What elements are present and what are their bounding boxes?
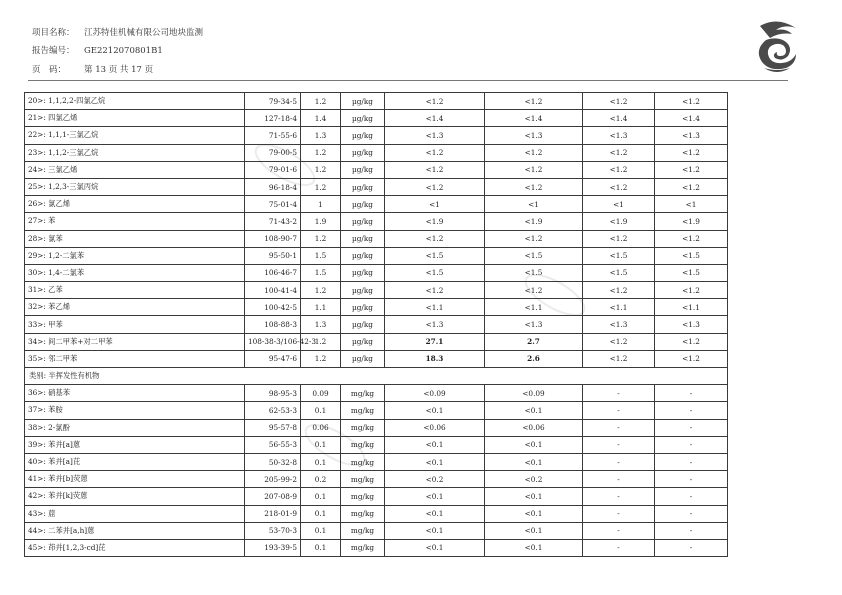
analyte-name-cell: 33>: 甲苯 (25, 316, 245, 333)
analyte-name-cell: 26>: 氯乙烯 (25, 196, 245, 213)
analyte-name-cell: 39>: 苯并[a]蒽 (25, 436, 245, 453)
sample-2-result-cell: <1.1 (485, 299, 583, 316)
sample-2-result-cell: <0.1 (485, 402, 583, 419)
cas-number-cell: 100-41-4 (245, 282, 301, 299)
sample-1-result-cell: 27.1 (385, 333, 485, 350)
unit-cell: µg/kg (341, 178, 385, 195)
sample-4-result-cell: <1.1 (655, 299, 728, 316)
sample-3-result-cell: <1.2 (583, 282, 655, 299)
sample-2-result-cell: <0.06 (485, 419, 583, 436)
table-row (25, 110, 728, 127)
sample-3-result-cell: <1.2 (583, 161, 655, 178)
cas-number-cell: 100-42-5 (245, 299, 301, 316)
sample-3-result-cell: <1.2 (583, 350, 655, 367)
page-number-row (32, 63, 153, 75)
analyte-name-cell: 41>: 苯并[b]荧蒽 (25, 471, 245, 488)
sample-4-result-cell: <1.2 (655, 161, 728, 178)
table-row (25, 522, 728, 539)
sample-1-result-cell: <1.3 (385, 316, 485, 333)
cas-number-cell: 108-88-3 (245, 316, 301, 333)
sample-4-result-cell: - (655, 471, 728, 488)
analyte-name-cell: 32>: 苯乙烯 (25, 299, 245, 316)
cas-number-cell: 193-39-5 (245, 539, 301, 556)
cas-number-cell: 79-34-5 (245, 93, 301, 110)
sample-1-result-cell: <0.09 (385, 385, 485, 402)
sample-1-result-cell: <0.1 (385, 505, 485, 522)
unit-cell: µg/kg (341, 110, 385, 127)
table-row (25, 299, 728, 316)
category-label: 类别: 半挥发性有机物 (25, 368, 728, 385)
sample-3-result-cell: - (583, 522, 655, 539)
sample-1-result-cell: <0.1 (385, 402, 485, 419)
unit-cell: mg/kg (341, 522, 385, 539)
table-row (25, 316, 728, 333)
table-row (25, 230, 728, 247)
sample-2-result-cell: <1.2 (485, 282, 583, 299)
detection-limit-cell: 1.2 (301, 230, 341, 247)
cas-number-cell: 62-53-3 (245, 402, 301, 419)
sample-1-result-cell: <1.1 (385, 299, 485, 316)
sample-1-result-cell: <0.06 (385, 419, 485, 436)
sample-3-result-cell: - (583, 505, 655, 522)
analyte-name-cell: 36>: 硝基苯 (25, 385, 245, 402)
sample-4-result-cell: - (655, 402, 728, 419)
cas-number-cell: 71-55-6 (245, 127, 301, 144)
analyte-name-cell: 27>: 苯 (25, 213, 245, 230)
unit-cell: µg/kg (341, 316, 385, 333)
cas-number-cell: 207-08-9 (245, 488, 301, 505)
sample-1-result-cell: 18.3 (385, 350, 485, 367)
sample-3-result-cell: - (583, 453, 655, 470)
sample-1-result-cell: <0.2 (385, 471, 485, 488)
detection-limit-cell: 0.1 (301, 488, 341, 505)
cas-number-cell: 108-90-7 (245, 230, 301, 247)
sample-3-result-cell: <1.4 (583, 110, 655, 127)
sample-2-result-cell: <0.1 (485, 539, 583, 556)
table-row (25, 144, 728, 161)
detection-limit-cell: 1.3 (301, 316, 341, 333)
header-divider (28, 80, 788, 81)
sample-1-result-cell: <1.2 (385, 178, 485, 195)
unit-cell: µg/kg (341, 161, 385, 178)
detection-limit-cell: 1.2 (301, 93, 341, 110)
sample-3-result-cell: <1.5 (583, 247, 655, 264)
detection-limit-cell: 1.4 (301, 110, 341, 127)
sample-1-result-cell: <0.1 (385, 522, 485, 539)
sample-4-result-cell: <1.2 (655, 333, 728, 350)
table-row (25, 385, 728, 402)
cas-number-cell: 53-70-3 (245, 522, 301, 539)
sample-1-result-cell: <1.2 (385, 282, 485, 299)
sample-3-result-cell: <1.2 (583, 178, 655, 195)
sample-3-result-cell: <1.2 (583, 93, 655, 110)
project-name-value: 江苏特佳机械有限公司地块监测 (84, 28, 204, 38)
unit-cell: µg/kg (341, 350, 385, 367)
detection-limit-cell: 1.2 (301, 144, 341, 161)
detection-limit-cell: 1.2 (301, 350, 341, 367)
detection-limit-cell: 0.06 (301, 419, 341, 436)
sample-4-result-cell: <1.2 (655, 178, 728, 195)
sample-2-result-cell: <1.2 (485, 230, 583, 247)
table-row (25, 161, 728, 178)
detection-limit-cell: 1.2 (301, 178, 341, 195)
sample-1-result-cell: <1.5 (385, 264, 485, 281)
detection-limit-cell: 0.2 (301, 471, 341, 488)
unit-cell: mg/kg (341, 436, 385, 453)
unit-cell: mg/kg (341, 453, 385, 470)
detection-limit-cell: 1.2 (301, 333, 341, 350)
table-row (25, 436, 728, 453)
sample-4-result-cell: <1.5 (655, 247, 728, 264)
project-name-row (32, 26, 203, 38)
sample-1-result-cell: <1.2 (385, 161, 485, 178)
unit-cell: µg/kg (341, 299, 385, 316)
sample-4-result-cell: - (655, 488, 728, 505)
analyte-name-cell: 44>: 二苯并[a,h]蒽 (25, 522, 245, 539)
table-row (25, 488, 728, 505)
sample-4-result-cell: <1.3 (655, 316, 728, 333)
table-row (25, 419, 728, 436)
unit-cell: µg/kg (341, 127, 385, 144)
table-row (25, 333, 728, 350)
test-results-table (24, 92, 728, 557)
sample-2-result-cell: <1.3 (485, 127, 583, 144)
sample-1-result-cell: <0.1 (385, 436, 485, 453)
sample-2-result-cell: <1.5 (485, 247, 583, 264)
table-row (25, 93, 728, 110)
unit-cell: mg/kg (341, 385, 385, 402)
sample-3-result-cell: - (583, 419, 655, 436)
cas-number-cell: 127-18-4 (245, 110, 301, 127)
analyte-name-cell: 29>: 1,2-二氯苯 (25, 247, 245, 264)
detection-limit-cell: 1.5 (301, 264, 341, 281)
sample-3-result-cell: <1.1 (583, 299, 655, 316)
analyte-name-cell: 23>: 1,1,2-三氯乙烷 (25, 144, 245, 161)
report-number-label: 报告编号： (32, 46, 75, 56)
analyte-name-cell: 40>: 苯并[a]芘 (25, 453, 245, 470)
sample-3-result-cell: <1.5 (583, 264, 655, 281)
cas-number-cell: 205-99-2 (245, 471, 301, 488)
cas-number-cell: 56-55-3 (245, 436, 301, 453)
unit-cell: mg/kg (341, 419, 385, 436)
detection-limit-cell: 0.1 (301, 402, 341, 419)
detection-limit-cell: 1.9 (301, 213, 341, 230)
sample-4-result-cell: <1.2 (655, 93, 728, 110)
sample-1-result-cell: <1.5 (385, 247, 485, 264)
sample-1-result-cell: <0.1 (385, 453, 485, 470)
analyte-name-cell: 35>: 邻二甲苯 (25, 350, 245, 367)
cas-number-cell: 95-47-6 (245, 350, 301, 367)
cas-number-cell: 106-46-7 (245, 264, 301, 281)
category-row (25, 368, 728, 385)
cas-number-cell: 98-95-3 (245, 385, 301, 402)
sample-4-result-cell: <1.2 (655, 230, 728, 247)
analyte-name-cell: 25>: 1,2,3-三氯丙烷 (25, 178, 245, 195)
detection-limit-cell: 0.09 (301, 385, 341, 402)
unit-cell: mg/kg (341, 471, 385, 488)
sample-1-result-cell: <0.1 (385, 488, 485, 505)
table-row (25, 350, 728, 367)
detection-limit-cell: 0.1 (301, 522, 341, 539)
sample-2-result-cell: <1.4 (485, 110, 583, 127)
company-logo-icon (752, 18, 802, 76)
sample-4-result-cell: - (655, 539, 728, 556)
sample-2-result-cell: <0.1 (485, 488, 583, 505)
unit-cell: µg/kg (341, 213, 385, 230)
unit-cell: µg/kg (341, 144, 385, 161)
table-row (25, 178, 728, 195)
analyte-name-cell: 34>: 间二甲苯+对二甲苯 (25, 333, 245, 350)
page-number-label: 页 码： (32, 65, 67, 75)
cas-number-cell: 71-43-2 (245, 213, 301, 230)
cas-number-cell: 96-18-4 (245, 178, 301, 195)
sample-1-result-cell: <1.3 (385, 127, 485, 144)
sample-4-result-cell: <1.2 (655, 350, 728, 367)
analyte-name-cell: 24>: 三氯乙烯 (25, 161, 245, 178)
sample-2-result-cell: <1.5 (485, 264, 583, 281)
detection-limit-cell: 0.1 (301, 505, 341, 522)
table-row (25, 282, 728, 299)
unit-cell: mg/kg (341, 402, 385, 419)
sample-3-result-cell: <1.9 (583, 213, 655, 230)
sample-2-result-cell: 2.6 (485, 350, 583, 367)
sample-2-result-cell: <1.2 (485, 144, 583, 161)
sample-3-result-cell: <1 (583, 196, 655, 213)
analyte-name-cell: 43>: 䓛 (25, 505, 245, 522)
table-row (25, 196, 728, 213)
table-row (25, 453, 728, 470)
sample-1-result-cell: <1.4 (385, 110, 485, 127)
sample-4-result-cell: - (655, 453, 728, 470)
sample-2-result-cell: <0.1 (485, 453, 583, 470)
sample-2-result-cell: <1.2 (485, 178, 583, 195)
sample-3-result-cell: <1.2 (583, 230, 655, 247)
sample-4-result-cell: <1.2 (655, 282, 728, 299)
analyte-name-cell: 20>: 1,1,2,2-四氯乙烷 (25, 93, 245, 110)
analyte-name-cell: 37>: 苯胺 (25, 402, 245, 419)
unit-cell: µg/kg (341, 264, 385, 281)
sample-3-result-cell: <1.3 (583, 316, 655, 333)
detection-limit-cell: 0.1 (301, 453, 341, 470)
sample-3-result-cell: <1.2 (583, 333, 655, 350)
analyte-name-cell: 38>: 2-氯酚 (25, 419, 245, 436)
analyte-name-cell: 42>: 苯并[k]荧蒽 (25, 488, 245, 505)
unit-cell: mg/kg (341, 539, 385, 556)
unit-cell: µg/kg (341, 333, 385, 350)
sample-4-result-cell: <1 (655, 196, 728, 213)
cas-number-cell: 218-01-9 (245, 505, 301, 522)
sample-4-result-cell: - (655, 505, 728, 522)
detection-limit-cell: 1.3 (301, 127, 341, 144)
unit-cell: µg/kg (341, 230, 385, 247)
sample-1-result-cell: <1.2 (385, 144, 485, 161)
sample-4-result-cell: <1.2 (655, 144, 728, 161)
unit-cell: mg/kg (341, 505, 385, 522)
analyte-name-cell: 45>: 茚并[1,2,3-cd]芘 (25, 539, 245, 556)
sample-1-result-cell: <1.9 (385, 213, 485, 230)
sample-3-result-cell: - (583, 436, 655, 453)
sample-4-result-cell: <1.4 (655, 110, 728, 127)
analyte-name-cell: 22>: 1,1,1-三氯乙烷 (25, 127, 245, 144)
sample-2-result-cell: <1.2 (485, 161, 583, 178)
unit-cell: µg/kg (341, 93, 385, 110)
detection-limit-cell: 1 (301, 196, 341, 213)
table-row (25, 127, 728, 144)
sample-4-result-cell: <1.3 (655, 127, 728, 144)
table-row (25, 247, 728, 264)
analyte-name-cell: 31>: 乙苯 (25, 282, 245, 299)
table-row (25, 402, 728, 419)
cas-number-cell: 108-38-3/106-42-3 (245, 333, 301, 350)
sample-2-result-cell: <1 (485, 196, 583, 213)
unit-cell: µg/kg (341, 196, 385, 213)
sample-2-result-cell: <0.1 (485, 522, 583, 539)
sample-3-result-cell: - (583, 402, 655, 419)
cas-number-cell: 50-32-8 (245, 453, 301, 470)
sample-4-result-cell: - (655, 436, 728, 453)
analyte-name-cell: 30>: 1,4-二氯苯 (25, 264, 245, 281)
unit-cell: µg/kg (341, 282, 385, 299)
sample-2-result-cell: <1.9 (485, 213, 583, 230)
detection-limit-cell: 0.1 (301, 539, 341, 556)
detection-limit-cell: 1.5 (301, 247, 341, 264)
table-row (25, 471, 728, 488)
report-number-value: GE2212070801B1 (84, 46, 163, 56)
sample-3-result-cell: <1.2 (583, 144, 655, 161)
sample-2-result-cell: <1.3 (485, 316, 583, 333)
cas-number-cell: 75-01-4 (245, 196, 301, 213)
cas-number-cell: 79-00-5 (245, 144, 301, 161)
table-row (25, 505, 728, 522)
cas-number-cell: 95-50-1 (245, 247, 301, 264)
sample-3-result-cell: - (583, 539, 655, 556)
sample-3-result-cell: <1.3 (583, 127, 655, 144)
table-row (25, 264, 728, 281)
detection-limit-cell: 1.2 (301, 282, 341, 299)
unit-cell: µg/kg (341, 247, 385, 264)
sample-2-result-cell: <0.2 (485, 471, 583, 488)
cas-number-cell: 79-01-6 (245, 161, 301, 178)
cas-number-cell: 95-57-8 (245, 419, 301, 436)
sample-1-result-cell: <1 (385, 196, 485, 213)
sample-2-result-cell: 2.7 (485, 333, 583, 350)
report-number-row (32, 44, 163, 56)
sample-4-result-cell: - (655, 522, 728, 539)
sample-1-result-cell: <1.2 (385, 230, 485, 247)
sample-2-result-cell: <0.1 (485, 505, 583, 522)
sample-2-result-cell: <0.1 (485, 436, 583, 453)
detection-limit-cell: 1.2 (301, 161, 341, 178)
sample-3-result-cell: - (583, 385, 655, 402)
detection-limit-cell: 1.1 (301, 299, 341, 316)
detection-limit-cell: 0.1 (301, 436, 341, 453)
table-row (25, 539, 728, 556)
sample-4-result-cell: - (655, 385, 728, 402)
table-row (25, 213, 728, 230)
sample-4-result-cell: <1.5 (655, 264, 728, 281)
sample-1-result-cell: <0.1 (385, 539, 485, 556)
sample-4-result-cell: <1.9 (655, 213, 728, 230)
sample-1-result-cell: <1.2 (385, 93, 485, 110)
unit-cell: mg/kg (341, 488, 385, 505)
project-name-label: 项目名称： (32, 28, 75, 38)
sample-2-result-cell: <1.2 (485, 93, 583, 110)
sample-3-result-cell: - (583, 488, 655, 505)
page-number-value: 第 13 页 共 17 页 (84, 65, 154, 75)
sample-3-result-cell: - (583, 471, 655, 488)
sample-4-result-cell: - (655, 419, 728, 436)
analyte-name-cell: 28>: 氯苯 (25, 230, 245, 247)
analyte-name-cell: 21>: 四氯乙烯 (25, 110, 245, 127)
sample-2-result-cell: <0.09 (485, 385, 583, 402)
